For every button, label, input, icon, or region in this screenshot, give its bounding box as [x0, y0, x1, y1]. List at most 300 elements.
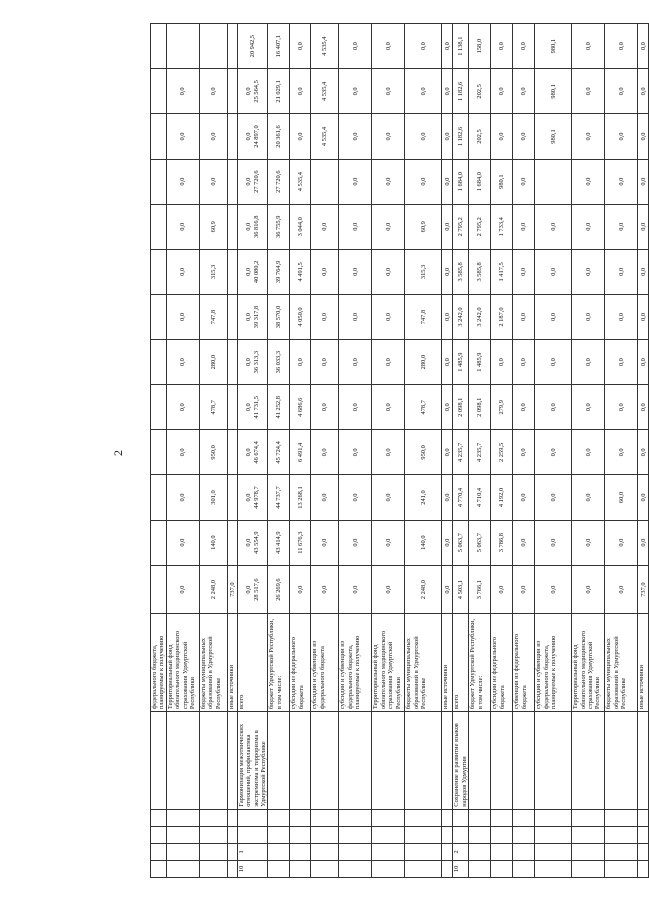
value-cell: 0,0: [513, 159, 535, 204]
blank-cell: [311, 826, 339, 843]
funding-source-cell: бюджеты муниципальных образований в Удмуртской Республике: [605, 614, 638, 712]
value-cell-last: 0,0: [339, 24, 372, 69]
value-cell-last: [199, 24, 227, 69]
value-cell: [227, 204, 237, 249]
value-cell-last: 0,0: [290, 24, 311, 69]
value-cell: [227, 340, 237, 385]
funding-source-cell: бюджеты муниципальных образований в Удмуртской Республике: [405, 614, 442, 712]
value-cell: 0,0: [311, 249, 339, 294]
value-cell-last: 16 407,1: [268, 24, 290, 69]
value-cell: 0,0: [166, 340, 199, 385]
value-cell: 241,0: [405, 475, 442, 520]
value-cell: 2 098,1: [453, 385, 469, 430]
subprogram-name-cell: [339, 712, 372, 810]
value-cell: 36 755,9: [268, 204, 290, 249]
value-line: 24 897,0: [252, 125, 260, 148]
value-cell: 950,0: [199, 430, 227, 475]
value-cell: 0,0: [513, 430, 535, 475]
subprogram-number-cell: 2: [453, 843, 469, 860]
value-cell: [227, 159, 237, 204]
blank-cell: [311, 809, 339, 826]
value-cell: 478,7: [405, 385, 442, 430]
subprogram-name-cell: [638, 712, 649, 810]
table-row: [290, 24, 311, 878]
blank-cell: [605, 826, 638, 843]
subprogram-number-cell: [513, 843, 535, 860]
value-cell: 0,0: [572, 159, 605, 204]
value-line: 46 674,4: [252, 441, 260, 464]
blank-cell: [151, 809, 167, 826]
table-row: [166, 24, 199, 878]
value-cell: 0,0: [290, 565, 311, 614]
subprogram-number-cell: [535, 843, 572, 860]
subprogram-name-cell: [405, 712, 442, 810]
value-cell: 980,1: [535, 114, 572, 159]
value-cell: 0,0: [166, 294, 199, 339]
funding-source-cell: субсидии и субвенции из федерального бюджета, планируемые к получению: [535, 614, 572, 712]
value-cell: [227, 430, 237, 475]
value-cell: 0,0: [572, 565, 605, 614]
value-cell: 0,0: [638, 69, 649, 114]
value-cell: 0,0: [605, 249, 638, 294]
value-cell: 1 417,5: [491, 249, 513, 294]
blank-cell: [638, 809, 649, 826]
blank-cell: [405, 826, 442, 843]
value-cell: 4 491,5: [290, 249, 311, 294]
blank-cell: [535, 826, 572, 843]
value-cell: 0,0: [166, 159, 199, 204]
subprogram-name-cell: [166, 712, 199, 810]
value-cell: 280,0: [405, 340, 442, 385]
value-cell: 0,0: [372, 430, 405, 475]
value-cell: 0,0: [290, 340, 311, 385]
value-cell: 4 770,4: [453, 475, 469, 520]
subprogram-name-cell: [605, 712, 638, 810]
value-cell: 0,0: [339, 565, 372, 614]
value-cell: 0,0: [166, 69, 199, 114]
subprogram-name-cell: [491, 712, 513, 810]
program-number-cell: 10: [453, 860, 469, 877]
value-cell: [151, 520, 167, 565]
subprogram-number-cell: [405, 843, 442, 860]
value-cell: 2 795,2: [453, 204, 469, 249]
value-cell: 0,0: [405, 159, 442, 204]
value-cell: 0,0: [491, 69, 513, 114]
value-line: 0,0: [245, 493, 253, 502]
blank-cell: [166, 826, 199, 843]
funding-source-cell: субсидии из федерального бюджета: [290, 614, 311, 712]
value-cell: 0,0: [605, 385, 638, 430]
value-cell: 0,0: [442, 159, 453, 204]
value-cell: 0,0: [442, 565, 453, 614]
table-row: [605, 24, 638, 878]
program-number-cell: [572, 860, 605, 877]
value-cell: [227, 385, 237, 430]
financing-table-sheet: [150, 23, 647, 878]
value-cell: 0,0: [339, 340, 372, 385]
blank-cell: [166, 809, 199, 826]
value-cell: 202,5: [469, 114, 491, 159]
value-line: 28 517,6: [252, 578, 260, 601]
value-line: 0,0: [245, 222, 253, 231]
value-cell: [237, 385, 268, 430]
value-cell: 0,0: [638, 114, 649, 159]
value-line: 0,0: [245, 267, 253, 276]
value-cell: [237, 294, 268, 339]
program-number-cell: [442, 860, 453, 877]
value-cell: 0,0: [372, 204, 405, 249]
value-cell: 2 259,5: [491, 430, 513, 475]
value-cell: 0,0: [572, 385, 605, 430]
value-cell: 478,7: [199, 385, 227, 430]
value-line: 36 313,3: [252, 350, 260, 374]
value-cell-last: 4 535,4: [311, 24, 339, 69]
program-number-cell: [535, 860, 572, 877]
subprogram-name-cell: [469, 712, 491, 810]
value-cell: 0,0: [605, 159, 638, 204]
subprogram-name-cell: [311, 712, 339, 810]
value-cell: [151, 159, 167, 204]
value-cell: 0,0: [638, 159, 649, 204]
subprogram-number-cell: [339, 843, 372, 860]
program-number-cell: [199, 860, 227, 877]
value-cell: [237, 430, 268, 475]
table-row: [151, 24, 167, 878]
value-cell: 36 033,3: [268, 340, 290, 385]
value-cell: 1 182,6: [453, 114, 469, 159]
subprogram-name-cell: [290, 712, 311, 810]
subprogram-number-cell: [442, 843, 453, 860]
value-cell: 0,0: [638, 385, 649, 430]
value-cell: 0,0: [442, 385, 453, 430]
table-row: [638, 24, 649, 878]
subprogram-number-cell: [199, 843, 227, 860]
blank-cell: [638, 826, 649, 843]
value-cell: 0,0: [513, 294, 535, 339]
blank-cell: [491, 826, 513, 843]
value-cell: 2 248,0: [405, 565, 442, 614]
blank-cell: [268, 826, 290, 843]
value-cell: 0,0: [605, 430, 638, 475]
blank-cell: [199, 809, 227, 826]
program-number-cell: [491, 860, 513, 877]
value-cell: 0,0: [605, 294, 638, 339]
value-cell: 0,0: [372, 294, 405, 339]
value-cell: 0,0: [339, 159, 372, 204]
value-cell: 3 242,0: [469, 294, 491, 339]
value-cell: 0,0: [442, 204, 453, 249]
value-cell: 0,0: [535, 294, 572, 339]
value-cell: 737,0: [638, 565, 649, 614]
subprogram-name-cell: Гармонизация межэтнических отношений, профилактика экстремизма и терроризма в Удмуртской Республике: [237, 712, 268, 810]
value-cell: [227, 520, 237, 565]
value-cell-last: 158,0: [469, 24, 491, 69]
page-number: 2: [111, 450, 125, 456]
value-cell: [227, 294, 237, 339]
value-cell: 0,0: [513, 340, 535, 385]
program-number-cell: [311, 860, 339, 877]
blank-cell: [442, 826, 453, 843]
value-cell: 5 063,7: [469, 520, 491, 565]
subprogram-name-cell: Сохранение и развитие языков народов Удмуртии: [453, 712, 469, 810]
value-cell: 60,0: [605, 475, 638, 520]
value-cell: 4 686,6: [290, 385, 311, 430]
value-cell: 38 570,0: [268, 294, 290, 339]
value-cell: 6 491,4: [290, 430, 311, 475]
subprogram-number-cell: [227, 843, 237, 860]
blank-cell: [372, 809, 405, 826]
blank-cell: [513, 826, 535, 843]
blank-cell: [442, 809, 453, 826]
value-cell: [535, 159, 572, 204]
value-cell: 0,0: [605, 114, 638, 159]
value-cell: [227, 69, 237, 114]
value-line: 0,0: [245, 177, 253, 186]
value-cell: 0,0: [442, 340, 453, 385]
subprogram-number-cell: [372, 843, 405, 860]
funding-source-cell: субсидии и субвенции из федерального бюджета, планируемые к получению: [339, 614, 372, 712]
table-row: [237, 24, 268, 878]
subprogram-name-cell: [442, 712, 453, 810]
value-cell: 0,0: [638, 204, 649, 249]
blank-cell: [605, 809, 638, 826]
funding-source-cell: Территориальный фонд обязательного медицинского страхования Удмуртской Республики: [372, 614, 405, 712]
value-cell: 60,9: [199, 204, 227, 249]
value-cell: 1 684,0: [469, 159, 491, 204]
subprogram-number-cell: [469, 843, 491, 860]
table-row: [513, 24, 535, 878]
blank-cell: [227, 809, 237, 826]
subprogram-name-cell: [372, 712, 405, 810]
value-cell: 0,0: [442, 249, 453, 294]
value-cell: 0,0: [339, 385, 372, 430]
blank-cell: [372, 826, 405, 843]
value-cell: [227, 114, 237, 159]
value-cell: 0,0: [491, 114, 513, 159]
table-row: [339, 24, 372, 878]
program-number-cell: [268, 860, 290, 877]
value-cell: 0,0: [535, 204, 572, 249]
value-cell: 0,0: [442, 520, 453, 565]
funding-source-cell: бюджет Удмуртской Республики, в том числе:: [268, 614, 290, 712]
value-cell: [151, 249, 167, 294]
value-cell: 45 724,4: [268, 430, 290, 475]
funding-source-cell: федерального бюджета, планируемые к получению: [151, 614, 167, 712]
value-cell: 0,0: [339, 430, 372, 475]
value-cell-last: [166, 24, 199, 69]
value-cell: [311, 159, 339, 204]
value-cell: 980,1: [491, 159, 513, 204]
value-cell: [227, 475, 237, 520]
value-cell: 3 585,8: [453, 249, 469, 294]
value-cell: 60,9: [405, 204, 442, 249]
value-cell: [237, 520, 268, 565]
value-cell: [151, 294, 167, 339]
value-cell: 0,0: [572, 520, 605, 565]
value-cell: 4 503,1: [453, 565, 469, 614]
value-cell: 0,0: [290, 69, 311, 114]
value-cell: 0,0: [339, 204, 372, 249]
value-cell: [151, 475, 167, 520]
value-cell: 2 187,0: [491, 294, 513, 339]
value-cell: 0,0: [572, 249, 605, 294]
value-cell: [237, 249, 268, 294]
value-cell: [237, 114, 268, 159]
program-number-cell: [290, 860, 311, 877]
value-cell: 4 192,0: [491, 475, 513, 520]
value-cell: [151, 204, 167, 249]
value-cell: 0,0: [513, 475, 535, 520]
value-cell: 0,0: [166, 114, 199, 159]
table-row: [227, 24, 237, 878]
subprogram-number-cell: [605, 843, 638, 860]
funding-source-cell: субсидии и субвенции из федерального бюджета: [311, 614, 339, 712]
value-cell: 0,0: [339, 520, 372, 565]
value-cell-last: 0,0: [372, 24, 405, 69]
program-number-cell: [605, 860, 638, 877]
blank-cell: [339, 826, 372, 843]
value-cell: 980,1: [535, 69, 572, 114]
value-cell: 44 737,7: [268, 475, 290, 520]
blank-cell: [491, 809, 513, 826]
value-cell: 950,0: [405, 430, 442, 475]
value-cell: 5 063,7: [453, 520, 469, 565]
value-cell: 0,0: [638, 249, 649, 294]
value-cell-last: 0,0: [605, 24, 638, 69]
value-cell: 0,0: [535, 249, 572, 294]
value-cell: 0,0: [339, 69, 372, 114]
value-cell: 0,0: [199, 114, 227, 159]
blank-cell: [469, 826, 491, 843]
value-cell: 0,0: [372, 385, 405, 430]
value-cell: 0,0: [311, 204, 339, 249]
value-cell: 41 252,8: [268, 385, 290, 430]
value-cell: 20 361,6: [268, 114, 290, 159]
value-line: 0,0: [245, 132, 253, 141]
value-line: 27 720,6: [252, 170, 260, 193]
funding-source-cell: иные источники: [227, 614, 237, 712]
value-cell: 0,0: [605, 340, 638, 385]
value-cell: 4 235,7: [469, 430, 491, 475]
value-line: 0,0: [245, 585, 253, 594]
funding-source-cell: всего: [237, 614, 268, 712]
value-cell-last: 0,0: [405, 24, 442, 69]
table-row: [491, 24, 513, 878]
value-cell: 0,0: [166, 204, 199, 249]
value-line: 0,0: [245, 313, 253, 322]
value-cell: 0,0: [311, 565, 339, 614]
value-cell: 0,0: [513, 385, 535, 430]
value-cell: 13 268,1: [290, 475, 311, 520]
value-cell-last: 0,0: [513, 24, 535, 69]
funding-source-cell: бюджеты муниципальных образований в Удмуртской Республике: [199, 614, 227, 712]
value-cell: 0,0: [442, 294, 453, 339]
value-cell: 0,0: [199, 69, 227, 114]
funding-source-cell: Территориальный фонд обязательного медицинского страхования Удмуртской Республики: [166, 614, 199, 712]
subprogram-number-cell: [290, 843, 311, 860]
subprogram-number-cell: [311, 843, 339, 860]
value-cell: 0,0: [513, 565, 535, 614]
table-row: [572, 24, 605, 878]
value-cell-last: [227, 24, 237, 69]
blank-cell: [227, 826, 237, 843]
blank-cell: [469, 809, 491, 826]
value-cell: 0,0: [572, 294, 605, 339]
program-number-cell: [166, 860, 199, 877]
value-cell: 737,0: [227, 565, 237, 614]
subprogram-number-cell: [638, 843, 649, 860]
value-cell: 0,0: [535, 475, 572, 520]
value-line: 39 317,8: [252, 305, 260, 329]
program-number-cell: [339, 860, 372, 877]
value-cell: 0,0: [572, 204, 605, 249]
value-cell: 0,0: [311, 340, 339, 385]
value-cell: 2 098,1: [469, 385, 491, 430]
funding-source-cell: всего: [453, 614, 469, 712]
value-cell: 43 414,9: [268, 520, 290, 565]
blank-cell: [572, 826, 605, 843]
subprogram-number-cell: 1: [237, 843, 268, 860]
value-cell: 0,0: [311, 294, 339, 339]
value-cell: 0,0: [442, 114, 453, 159]
blank-cell: [268, 809, 290, 826]
value-cell: 39 764,9: [268, 249, 290, 294]
value-cell: 301,0: [199, 475, 227, 520]
value-cell: 747,8: [405, 294, 442, 339]
blank-cell: [453, 826, 469, 843]
table-row: [405, 24, 442, 878]
value-cell: 0,0: [513, 69, 535, 114]
table-row: [535, 24, 572, 878]
value-cell: 4 050,0: [290, 294, 311, 339]
value-cell: 279,9: [491, 385, 513, 430]
subprogram-name-cell: [535, 712, 572, 810]
value-cell: 26 269,6: [268, 565, 290, 614]
value-cell: 0,0: [372, 340, 405, 385]
value-cell: 3 044,0: [290, 204, 311, 249]
subprogram-name-cell: [513, 712, 535, 810]
value-cell: 0,0: [311, 385, 339, 430]
funding-source-cell: иные источники: [638, 614, 649, 712]
value-cell: 0,0: [442, 430, 453, 475]
value-cell: 0,0: [442, 69, 453, 114]
value-cell: 0,0: [535, 565, 572, 614]
value-cell-last: 0,0: [491, 24, 513, 69]
value-cell-last: 0,0: [442, 24, 453, 69]
value-cell: 0,0: [166, 249, 199, 294]
value-cell: 0,0: [491, 565, 513, 614]
value-cell-last: [151, 24, 167, 69]
value-cell: 0,0: [605, 565, 638, 614]
value-cell: 0,0: [199, 159, 227, 204]
value-cell: 0,0: [405, 69, 442, 114]
blank-cell: [290, 809, 311, 826]
subprogram-number-cell: [572, 843, 605, 860]
value-cell: 0,0: [638, 340, 649, 385]
program-number-cell: [151, 860, 167, 877]
value-cell: [151, 565, 167, 614]
value-cell: 0,0: [638, 430, 649, 475]
value-cell: 2 248,0: [199, 565, 227, 614]
value-cell: 0,0: [166, 385, 199, 430]
value-cell-last: 980,1: [535, 24, 572, 69]
blank-cell: [237, 809, 268, 826]
value-cell: 4 535,4: [311, 69, 339, 114]
value-line: 44 978,7: [252, 486, 260, 509]
value-cell: 0,0: [535, 520, 572, 565]
value-cell: [151, 114, 167, 159]
program-number-cell: 10: [237, 860, 268, 877]
